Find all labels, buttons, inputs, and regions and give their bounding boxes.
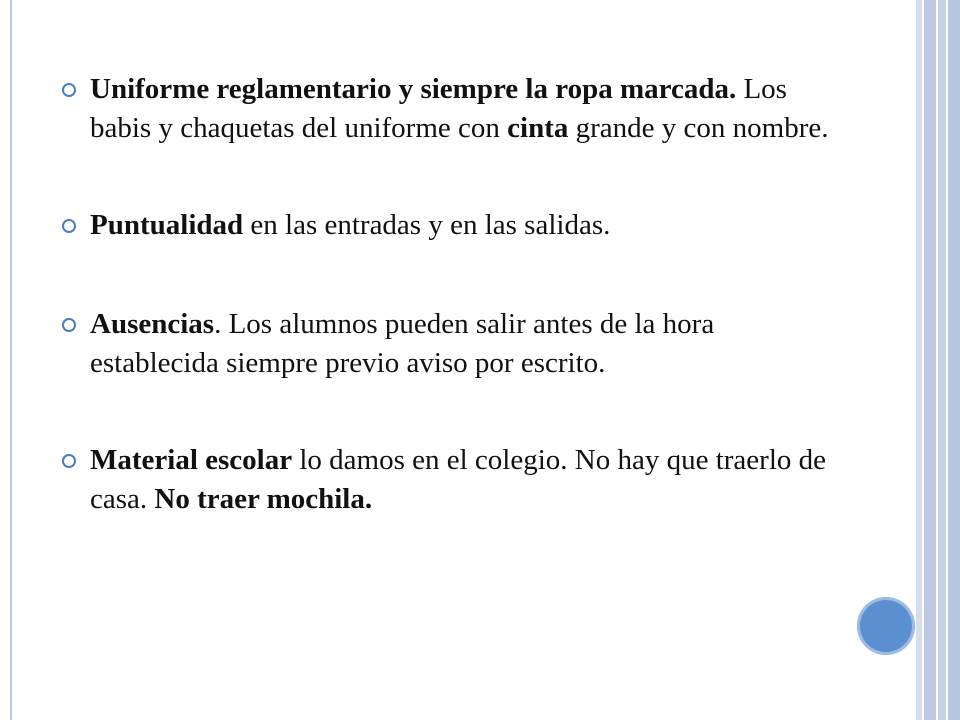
circle-bullet-icon: [62, 219, 76, 233]
decorative-circle: [857, 597, 915, 655]
stripe: [948, 0, 960, 720]
stripe: [924, 0, 936, 720]
bullet-plain-text: lo damos en el colegio. No hay que traerlo de casa.: [90, 444, 827, 515]
stripe: [938, 0, 946, 720]
circle-bullet-icon: [62, 83, 76, 97]
bullet-item-material: [62, 441, 842, 519]
bullet-plain-text: . Los alumnos pueden salir antes de la hora establecida siempre previo aviso por escrito.: [90, 308, 715, 379]
bullet-list: [62, 70, 842, 577]
left-border-line: [10, 0, 12, 720]
circle-bullet-icon: [62, 454, 76, 468]
bullet-text: [90, 444, 826, 515]
bullet-bold-text: Material escolar: [90, 444, 293, 476]
bullet-bold-text: No traer mochila.: [154, 483, 373, 515]
bullet-item-puntualidad: [62, 206, 842, 245]
bullet-item-ausencias: [62, 305, 842, 383]
right-decorative-stripes: [916, 0, 960, 720]
bullet-text: [90, 209, 610, 241]
bullet-item-uniforme: [62, 70, 842, 148]
circle-bullet-icon: [62, 318, 76, 332]
bullet-bold-text: Ausencias: [90, 308, 215, 340]
bullet-bold-text: cinta: [507, 112, 569, 144]
bullet-bold-text: Puntualidad: [90, 209, 244, 241]
bullet-plain-text: grande y con nombre.: [568, 112, 829, 144]
bullet-plain-text: en las entradas y en las salidas.: [243, 209, 611, 241]
bullet-bold-text: Uniforme reglamentario y siempre la ropa marcada.: [90, 73, 737, 105]
bullet-text: [90, 73, 828, 144]
bullet-text: [90, 308, 714, 379]
bullet-plain-text: Los babis y chaquetas del uniforme con: [90, 73, 787, 144]
